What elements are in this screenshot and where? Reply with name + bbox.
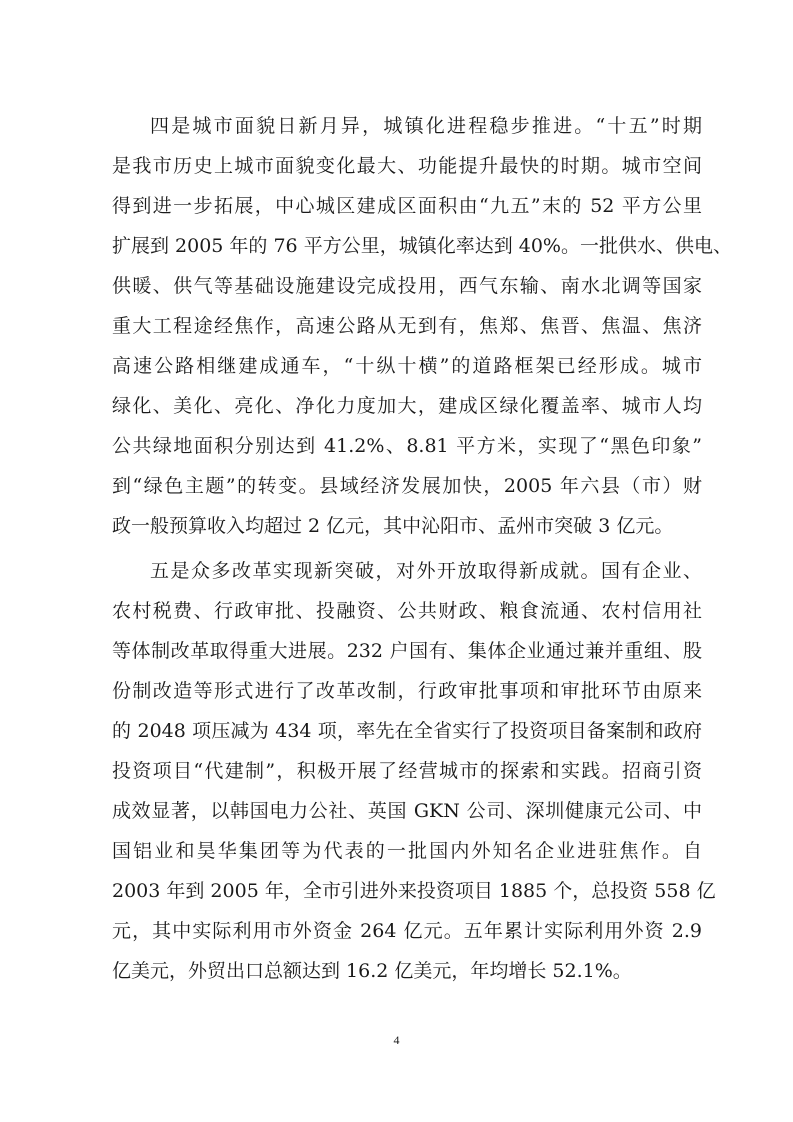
paragraph-2-line-3: 等体制改革取得重大进展。232 户国有、集体企业通过兼并重组、股 <box>112 640 702 662</box>
paragraph-2-line-2: 农村税费、行政审批、投融资、公共财政、粮食流通、农村信用社 <box>112 600 702 622</box>
paragraph-1-line-8: 绿化、美化、亮化、净化力度加大，建成区绿化覆盖率、城市人均 <box>112 395 702 417</box>
paragraph-2-line-6: 投资项目“代建制”，积极开展了经营城市的探索和实践。招商引资 <box>112 760 702 782</box>
paragraph-1-line-3: 得到进一步拓展，中心城区建成区面积由“九五”末的 52 平方公里 <box>112 195 702 217</box>
paragraph-2-line-8: 国铝业和昊华集团等为代表的一批国内外知名企业进驻焦作。自 <box>112 840 702 862</box>
paragraph-1-line-2: 是我市历史上城市面貌变化最大、功能提升最快的时期。城市空间 <box>112 155 702 177</box>
paragraph-2-line-9: 2003 年到 2005 年，全市引进外来投资项目 1885 个，总投资 558 亿 <box>112 880 716 902</box>
paragraph-2-line-11: 亿美元，外贸出口总额达到 16.2 亿美元，年均增长 52.1%。 <box>112 960 632 982</box>
paragraph-1-line-1: 四是城市面貌日新月异，城镇化进程稳步推进。“十五”时期 <box>150 115 702 137</box>
paragraph-1-line-7: 高速公路相继建成通车，“十纵十横”的道路框架已经形成。城市 <box>112 355 702 377</box>
paragraph-1-line-9: 公共绿地面积分别达到 41.2%、8.81 平方米，实现了“黑色印象” <box>112 435 702 457</box>
page-number: 4 <box>393 1033 400 1047</box>
paragraph-2-line-1: 五是众多改革实现新突破，对外开放取得新成就。国有企业、 <box>150 560 702 582</box>
paragraph-2-line-5: 的 2048 项压减为 434 项，率先在全省实行了投资项目备案制和政府 <box>112 720 702 742</box>
paragraph-1-line-11: 政一般预算收入均超过 2 亿元，其中沁阳市、孟州市突破 3 亿元。 <box>112 515 674 537</box>
paragraph-1-line-6: 重大工程途经焦作，高速公路从无到有，焦郑、焦晋、焦温、焦济 <box>112 315 702 337</box>
paragraph-2-line-10: 元，其中实际利用市外资金 264 亿元。五年累计实际利用外资 2.9 <box>112 920 702 942</box>
paragraph-2-line-7: 成效显著，以韩国电力公社、英国 GKN 公司、深圳健康元公司、中 <box>112 800 702 822</box>
paragraph-2-line-4: 份制改造等形式进行了改革改制，行政审批事项和审批环节由原来 <box>112 680 702 702</box>
paragraph-1-line-4: 扩展到 2005 年的 76 平方公里，城镇化率达到 40%。一批供水、供电、 <box>112 235 732 257</box>
paragraph-1-line-5: 供暖、供气等基础设施建设完成投用，西气东输、南水北调等国家 <box>112 275 702 297</box>
paragraph-1-line-10: 到“绿色主题”的转变。县域经济发展加快，2005 年六县（市）财 <box>112 475 702 497</box>
